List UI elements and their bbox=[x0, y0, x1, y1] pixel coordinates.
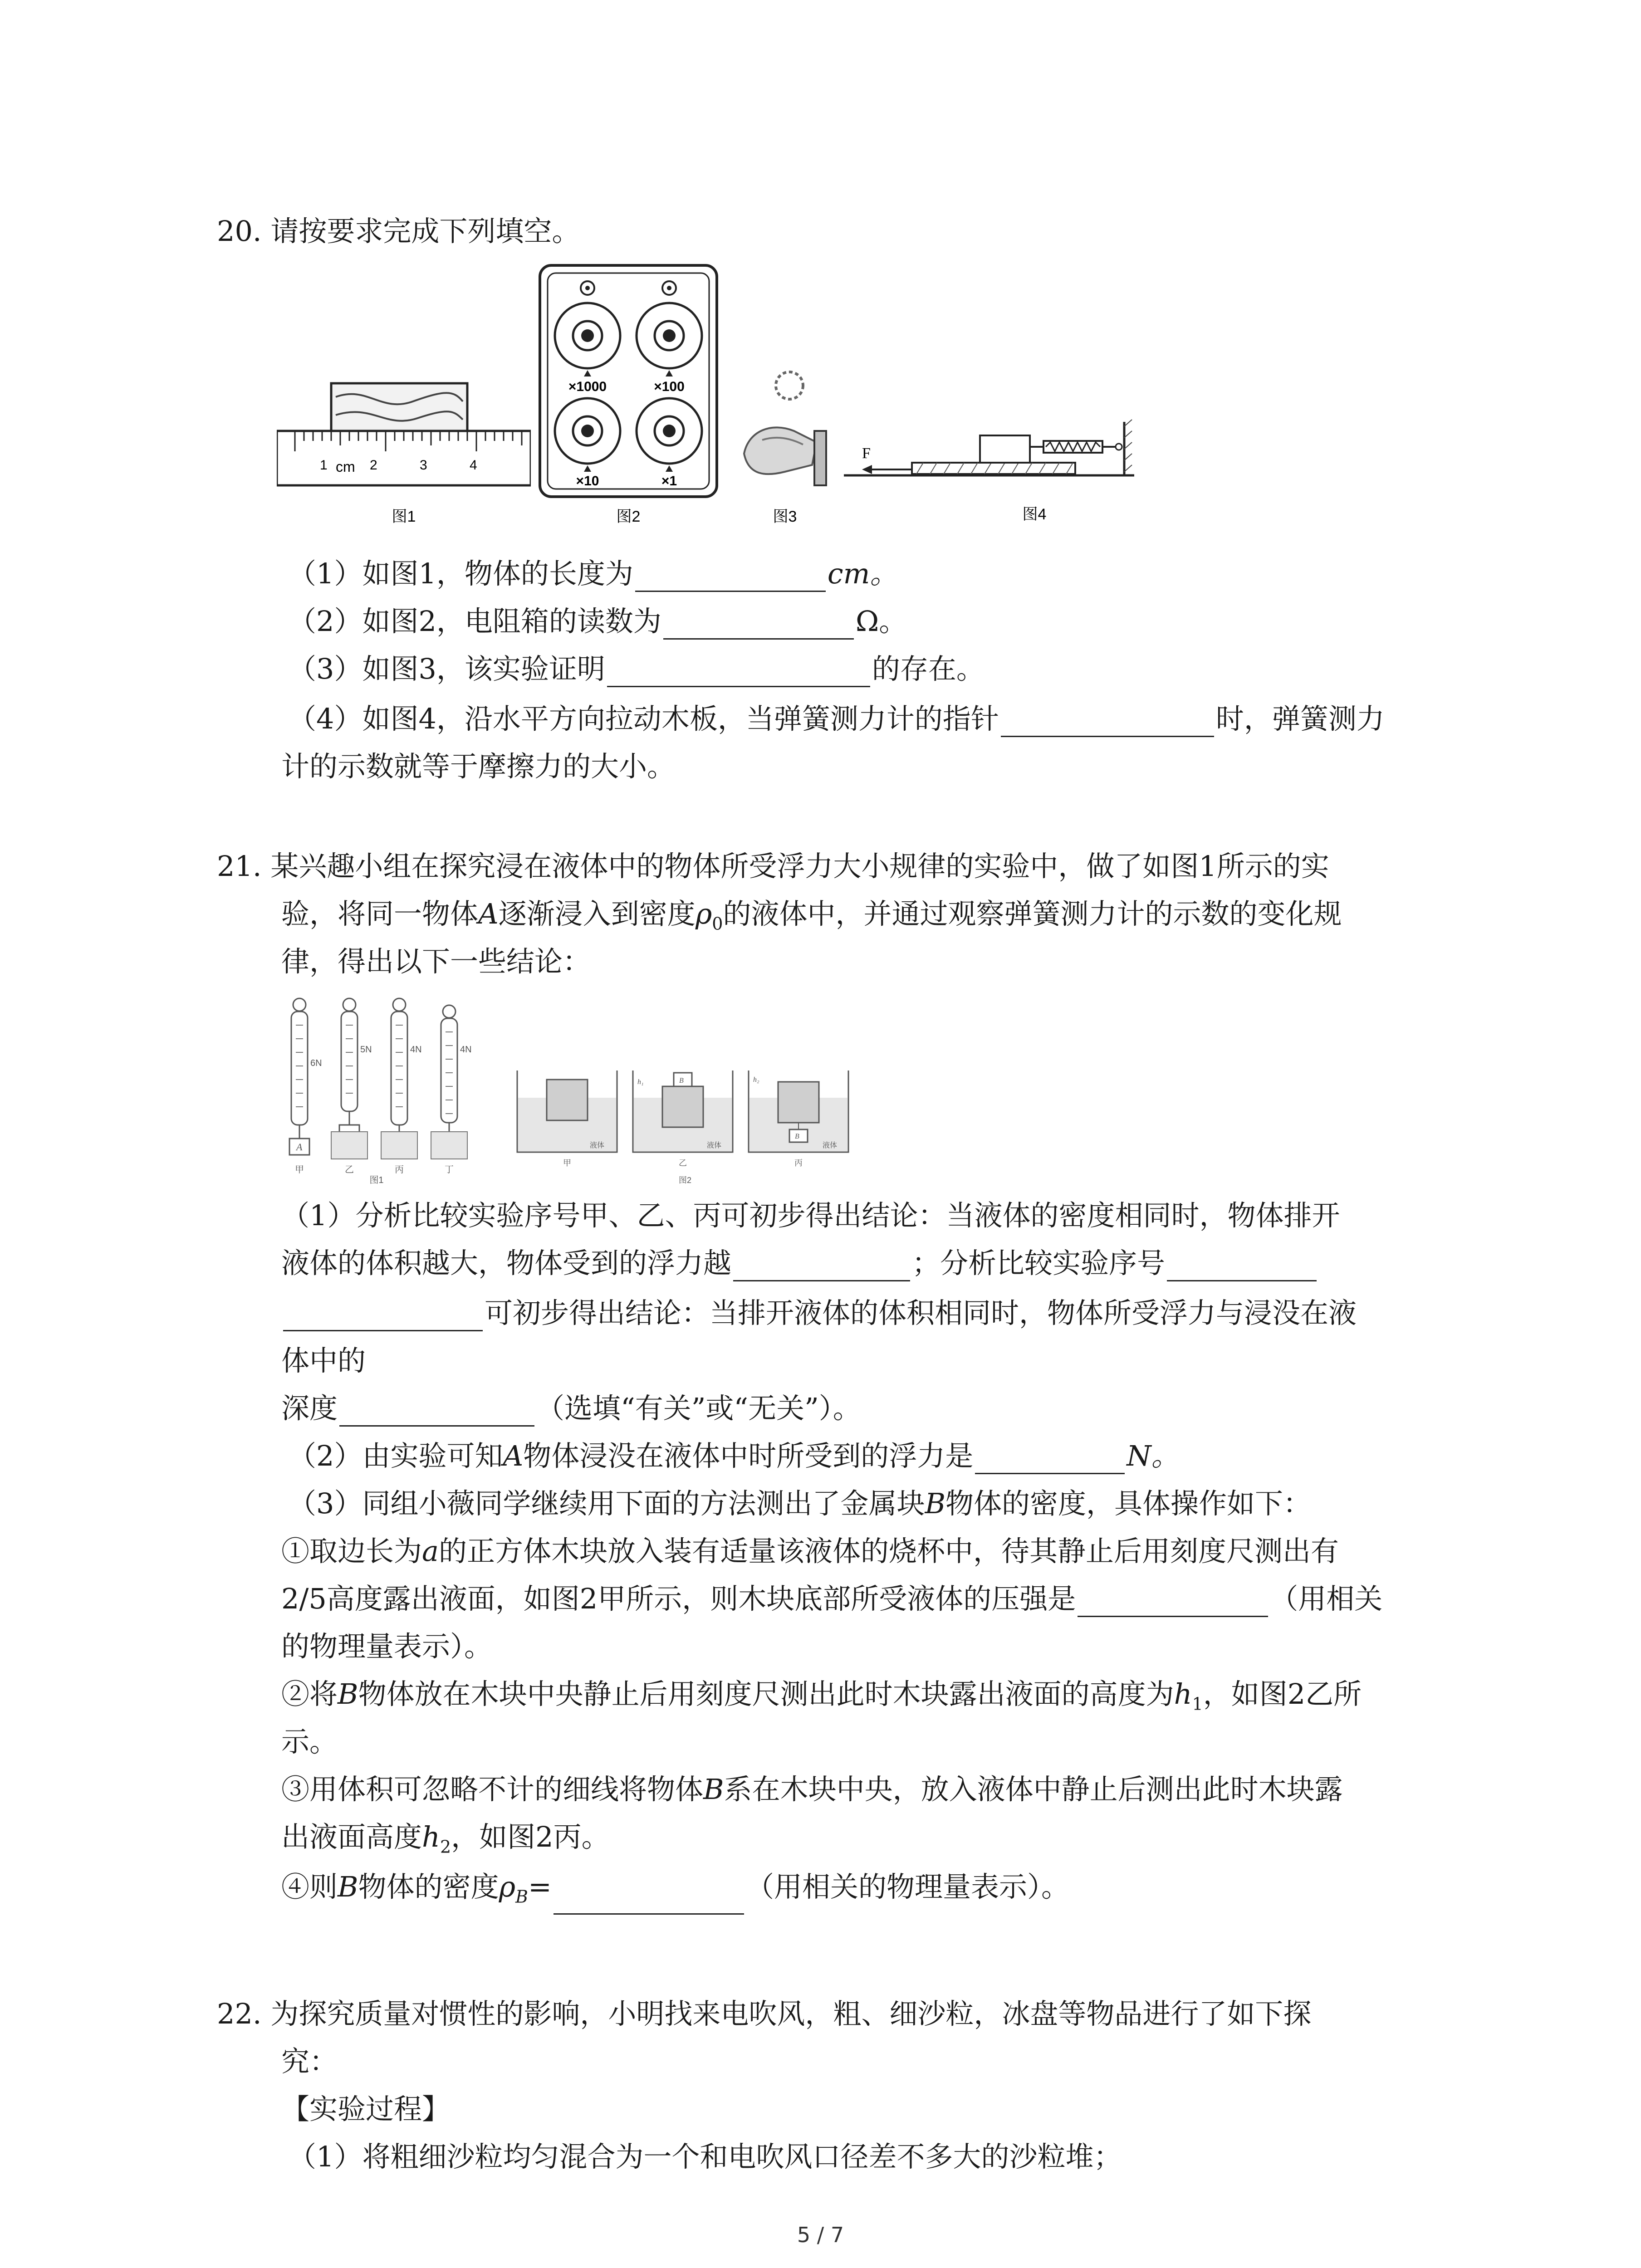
fig1-label-ding: 丁 bbox=[445, 1165, 454, 1175]
q21-part1-line-3: 可初步得出结论：当排开液体的体积相同时，物体所受浮力与浸没在液 bbox=[281, 1295, 1357, 1331]
q20-figure-3 bbox=[730, 363, 839, 526]
dial-x100 bbox=[637, 303, 702, 368]
answer-blank-buoyant-force[interactable] bbox=[975, 1444, 1125, 1474]
fig4-caption: 图4 bbox=[1022, 506, 1047, 523]
page-number: 5 / 7 bbox=[797, 2223, 844, 2247]
answer-blank-buoyancy-trend[interactable] bbox=[733, 1251, 910, 1281]
q20-stem bbox=[217, 213, 580, 249]
fig1-label-bing: 丙 bbox=[395, 1165, 404, 1175]
q21-number: 21. bbox=[217, 850, 262, 883]
q20-figure-4 bbox=[844, 417, 1161, 526]
q21-step3-line-2: 出液面高度$h_2$，如图2丙。 bbox=[281, 1820, 610, 1857]
wood-block bbox=[980, 435, 1030, 463]
q21-part2: （2）由实验可知A物体浸没在液体中时所受到的浮力是 N。 bbox=[288, 1438, 1180, 1474]
answer-blank-depth-relation[interactable] bbox=[339, 1396, 534, 1427]
fig2-caption: 图2 bbox=[678, 1176, 692, 1185]
beaker-jia bbox=[517, 1070, 617, 1168]
fig2-label-jia: 甲 bbox=[563, 1158, 571, 1168]
q21-step4: ④则B物体的密度$\rho_B=$ （用相关的物理量表示）。 bbox=[281, 1869, 1069, 1915]
liquid-label-jia: 液体 bbox=[590, 1142, 605, 1149]
q21-stem-line-2: 验，将同一物体A逐渐浸入到密度$\rho_0$的液体中，并通过观察弹簧测力计的示数的变化规 bbox=[281, 897, 1342, 934]
board bbox=[912, 463, 1075, 474]
q22-step-1: （1）将粗细沙粒均匀混合为一个和电吹风口径差不多大的沙粒堆； bbox=[288, 2140, 1122, 2173]
answer-blank-length[interactable] bbox=[635, 562, 826, 592]
h1-label: h₁ bbox=[637, 1078, 644, 1086]
liquid-label-yi: 液体 bbox=[707, 1142, 722, 1149]
answer-blank-experiment-order-cont[interactable] bbox=[283, 1301, 483, 1331]
q21-step3-line-1: ③用体积可忽略不计的细线将物体B系在木块中央，放入液体中静止后测出此时木块露 bbox=[281, 1773, 1343, 1806]
answer-blank-resistance[interactable] bbox=[663, 609, 854, 640]
wood-block bbox=[331, 383, 467, 431]
q22-section-heading: 【实验过程】 bbox=[281, 2092, 451, 2126]
q21-step1-line-3: 的物理量表示）。 bbox=[281, 1630, 493, 1663]
scale-reading-yi: 5N bbox=[360, 1045, 372, 1055]
q21-part1-line-5: 深度 （选填“有关”或“无关”）。 bbox=[281, 1390, 861, 1427]
force-label: F bbox=[862, 445, 871, 462]
tick-label-4: 4 bbox=[470, 458, 477, 473]
q21-step2-line-2: 示。 bbox=[281, 1725, 338, 1758]
q20-figure-2 bbox=[538, 263, 719, 526]
fig1-label-yi: 乙 bbox=[345, 1165, 354, 1175]
answer-blank-experiment-order[interactable] bbox=[1167, 1251, 1317, 1281]
b-label-yi: B bbox=[679, 1077, 684, 1085]
q20-item-4-cont: 计的示数就等于摩擦力的大小。 bbox=[281, 750, 676, 783]
q21-figure-2 bbox=[513, 1061, 857, 1188]
q21-part1-line-2: 液体的体积越大，物体受到的浮力越 ；分析比较实验序号 bbox=[281, 1245, 1318, 1281]
dial-x10 bbox=[555, 398, 620, 464]
fig2-label-bing: 丙 bbox=[794, 1158, 803, 1168]
fig1-caption: 图1 bbox=[392, 508, 416, 525]
liquid-label-bing: 液体 bbox=[823, 1142, 838, 1149]
h2-label: h₂ bbox=[753, 1076, 759, 1084]
q21-part3: （3）同组小薇同学继续用下面的方法测出了金属块B物体的密度，具体操作如下： bbox=[288, 1487, 1312, 1520]
q21-part1-line-1: （1）分析比较实验序号甲、乙、丙可初步得出结论：当液体的密度相同时，物体排开 bbox=[281, 1199, 1340, 1232]
fig3-caption: 图3 bbox=[773, 508, 797, 525]
q20-number: 20. bbox=[217, 215, 262, 248]
multiplier-x100: ×100 bbox=[654, 379, 685, 394]
tick-label-2: 2 bbox=[370, 458, 377, 473]
answer-blank-pointer[interactable] bbox=[1001, 707, 1214, 737]
q20-item-4: （4）如图4，沿水平方向拉动木板，当弹簧测力计的指针 时，弹簧测力 bbox=[288, 701, 1385, 737]
fig1-label-jia: 甲 bbox=[295, 1165, 304, 1175]
block-label: A bbox=[296, 1141, 303, 1153]
dial-x1 bbox=[637, 398, 702, 464]
hand bbox=[744, 427, 817, 474]
q20-item-3: （3）如图3，该实验证明 的存在。 bbox=[288, 651, 985, 687]
answer-blank-pressure[interactable] bbox=[607, 657, 870, 687]
q21-figure-1 bbox=[277, 993, 499, 1184]
fig2-label-yi: 乙 bbox=[679, 1158, 687, 1168]
multiplier-x10: ×10 bbox=[576, 474, 599, 489]
multiplier-x1: ×1 bbox=[661, 474, 677, 489]
beaker-bing bbox=[749, 1070, 848, 1168]
q20-item-2: （2）如图2，电阻箱的读数为 Ω。 bbox=[288, 603, 907, 640]
glass-cup bbox=[814, 431, 826, 485]
tick-label-3: 3 bbox=[420, 458, 427, 473]
q20-stem-text: 请按要求完成下列填空。 bbox=[270, 215, 580, 248]
multiplier-x1000: ×1000 bbox=[568, 379, 607, 394]
q21-part1-line-4: 体中的 bbox=[281, 1344, 366, 1377]
q21-stem-line-3: 律，得出以下一些结论： bbox=[281, 945, 591, 978]
ruler-unit: cm bbox=[336, 459, 355, 475]
answer-blank-density[interactable] bbox=[554, 1884, 744, 1915]
q22-stem-line-1: 22. 为探究质量对惯性的影响，小明找来电吹风，粗、细沙粒，冰盘等物品进行了如下探 bbox=[217, 1997, 1312, 2030]
scale-reading-jia: 6N bbox=[310, 1058, 322, 1068]
q20-figure-1 bbox=[277, 299, 531, 526]
dial-x1000 bbox=[555, 303, 620, 368]
fig2-caption: 图2 bbox=[616, 508, 641, 525]
q21-step1-line-2: 2/5高度露出液面，如图2甲所示，则木块底部所受液体的压强是 （用相关 bbox=[281, 1581, 1382, 1617]
scale-reading-ding: 4N bbox=[460, 1045, 472, 1055]
tick-label-1: 1 bbox=[320, 458, 328, 473]
q21-stem-line-1: 21. 某兴趣小组在探究浸在液体中的物体所受浮力大小规律的实验中，做了如图1所示的实 bbox=[217, 850, 1329, 883]
q20-item-1: （1）如图1，物体的长度为 cm。 bbox=[288, 556, 898, 592]
q22-number: 22. bbox=[217, 1997, 262, 2030]
scale-reading-bing: 4N bbox=[410, 1045, 422, 1055]
answer-blank-bottom-pressure[interactable] bbox=[1078, 1587, 1268, 1617]
resistance-box bbox=[540, 265, 717, 497]
q21-step1-line-1: ①取边长为a的正方体木块放入装有适量该液体的烧杯中，待其静止后用刻度尺测出有 bbox=[281, 1535, 1339, 1568]
fig1-caption: 图1 bbox=[369, 1175, 384, 1184]
q22-stem-line-2: 究： bbox=[281, 2045, 338, 2078]
q21-step2-line-1: ②将B物体放在木块中央静止后用刻度尺测出此时木块露出液面的高度为$h_1$，如图2乙所 bbox=[281, 1677, 1362, 1714]
b-label-bing: B bbox=[795, 1133, 799, 1140]
beaker-yi bbox=[633, 1070, 733, 1168]
